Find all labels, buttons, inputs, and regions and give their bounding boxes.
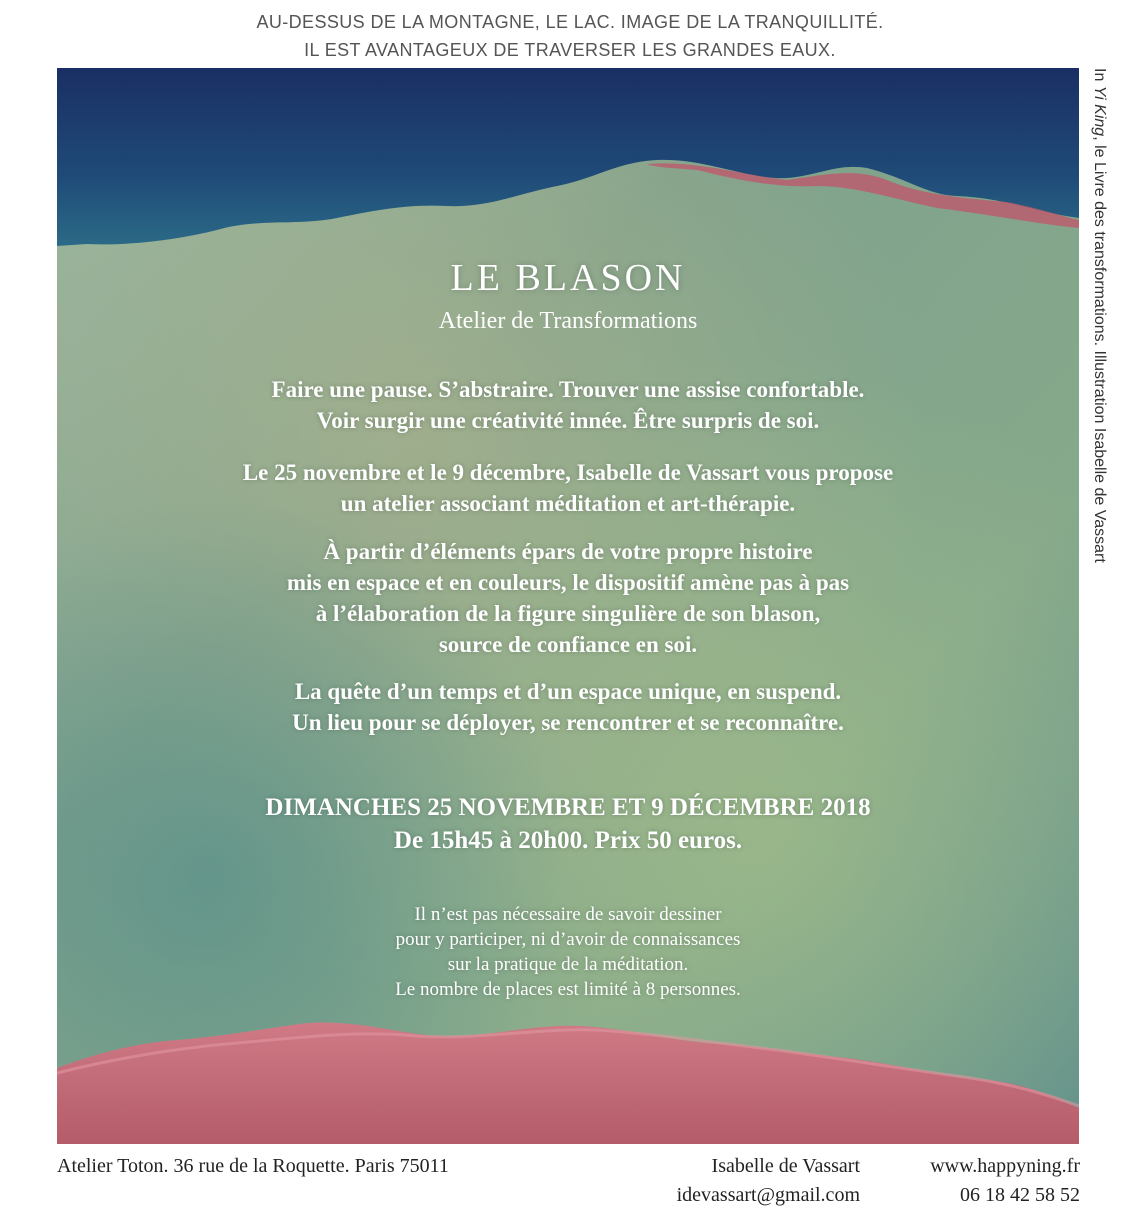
website-link[interactable]: www.happyning.fr xyxy=(930,1155,1080,1177)
event-schedule xyxy=(57,791,1079,857)
organizer-name: Isabelle de Vassart xyxy=(711,1155,860,1177)
phone-number[interactable]: 06 18 42 58 52 xyxy=(960,1184,1080,1206)
footer-web xyxy=(880,1152,1080,1210)
paragraph-line: mis en espace et en couleurs, le dispositif amène pas à pas xyxy=(286,570,850,595)
paragraph-1 xyxy=(57,374,1079,436)
paragraph-line: source de confiance en soi. xyxy=(438,632,698,657)
illustration-credit xyxy=(1090,68,1114,668)
paragraph-2 xyxy=(57,457,1079,519)
paragraph-line: à l’élaboration de la figure singulière de son blason, xyxy=(315,601,821,626)
credit-prefix: In xyxy=(1091,68,1108,86)
paragraph-line: Faire une pause. S’abstraire. Trouver une assise confortable. xyxy=(271,377,865,402)
footer-contact xyxy=(640,1152,860,1210)
illustration xyxy=(57,68,1079,1144)
event-time-price: De 15h45 à 20h00. Prix 50 euros. xyxy=(393,827,743,854)
paragraph-line: Voir surgir une créativité innée. Être surpris de soi. xyxy=(316,408,820,433)
event-title: LE BLASON xyxy=(450,257,686,299)
epigraph xyxy=(0,8,1140,64)
event-dates: DIMANCHES 25 NOVEMBRE ET 9 DÉCEMBRE 2018 xyxy=(265,794,871,821)
paragraph-4 xyxy=(57,676,1079,738)
credit-book-title: Yi King xyxy=(1091,85,1108,137)
paragraph-line: Le 25 novembre et le 9 décembre, Isabelle de Vassart vous propose xyxy=(242,460,894,485)
event-note xyxy=(57,902,1079,1002)
credit-suffix: , le Livre des transformations. Illustration Isabelle de Vassart xyxy=(1091,136,1108,563)
note-line: sur la pratique de la méditation. xyxy=(447,954,689,975)
note-line: Le nombre de places est limité à 8 personnes. xyxy=(395,979,741,1000)
note-line: Il n’est pas nécessaire de savoir dessiner xyxy=(414,904,722,925)
event-text xyxy=(57,68,1079,1144)
epigraph-line-2: IL EST AVANTAGEUX DE TRAVERSER LES GRANDES EAUX. xyxy=(304,40,836,60)
paragraph-3 xyxy=(57,536,1079,660)
event-subtitle: Atelier de Transformations xyxy=(438,308,698,334)
footer-address xyxy=(57,1152,449,1181)
paragraph-line: Un lieu pour se déployer, se rencontrer et se reconnaître. xyxy=(292,710,844,735)
paragraph-line: La quête d’un temps et d’un espace unique, en suspend. xyxy=(294,679,842,704)
paragraph-line: À partir d’éléments épars de votre propre histoire xyxy=(323,539,813,564)
organizer-email[interactable]: idevassart@gmail.com xyxy=(676,1184,860,1206)
credit-text xyxy=(1090,68,1108,563)
note-line: pour y participer, ni d’avoir de connaissances xyxy=(395,929,741,950)
paragraph-line: un atelier associant méditation et art-thérapie. xyxy=(340,491,796,516)
epigraph-line-1: AU-DESSUS DE LA MONTAGNE, LE LAC. IMAGE DE LA TRANQUILLITÉ. xyxy=(256,12,884,32)
venue-address: Atelier Toton. 36 rue de la Roquette. Paris 75011 xyxy=(57,1155,449,1177)
